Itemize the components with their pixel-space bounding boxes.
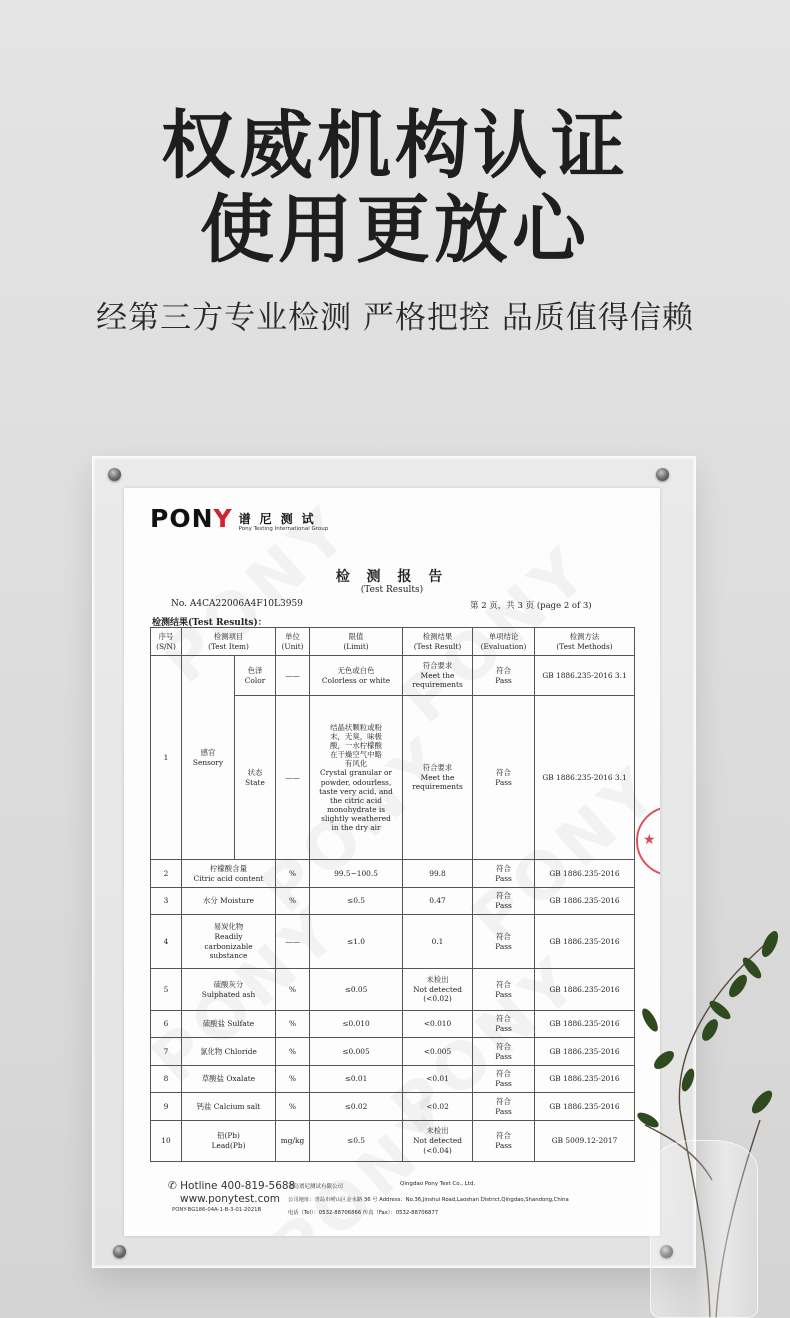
report-title: 检 测 报 告 — [335, 569, 449, 585]
item-cell: 水分 Moisture — [182, 888, 276, 915]
company-name-en: Qingdao Pony Test Co., Ltd. — [400, 1181, 476, 1187]
result-cell: 未检出 Not detected (<0.02) — [403, 969, 473, 1011]
sn-cell: 2 — [151, 860, 182, 888]
logo-wordmark — [150, 506, 233, 532]
unit-cell: —— — [276, 696, 310, 860]
company-name-cn: 青岛谱尼测试有限公司 — [288, 1184, 344, 1190]
unit-cell: % — [276, 888, 310, 915]
evaluation-cell: 符合 Pass — [473, 1093, 535, 1121]
method-cell: GB 1886.235-2016 — [535, 1011, 635, 1038]
item-cell: 草酸盐 Oxalate — [182, 1066, 276, 1093]
logo-english-name: Pony Testing International Group — [238, 526, 329, 532]
result-cell: <0.02 — [403, 1093, 473, 1121]
sn-cell: 5 — [151, 969, 182, 1011]
sn-cell: 4 — [151, 915, 182, 969]
header-unit: 单位 (Unit) — [276, 628, 310, 656]
unit-cell: % — [276, 1038, 310, 1066]
result-cell: <0.010 — [403, 1011, 473, 1038]
result-cell: 0.47 — [403, 888, 473, 915]
result-cell: 符合要求 Meet the requirements — [403, 656, 473, 696]
table-row — [151, 656, 635, 696]
limit-cell: 结晶状颗粒或粉 末，无臭，味极 酸，一水柠檬酸 在干燥空气中略 有风化 Crystal granular or powder, odourless, taste very acid, and the citric acid monohydrate is slightly weathered in the dry air — [310, 696, 403, 860]
method-cell: GB 1886.235-2016 — [535, 969, 635, 1011]
table-row — [151, 969, 635, 1011]
company-address: 公司地址：青岛市崂山区金水路 36 号 Address：No.36,Jinshui Road,Laoshan District,Qingdao,Shandong,China — [288, 1197, 569, 1203]
sn-cell: 8 — [151, 1066, 182, 1093]
result-cell: <0.005 — [403, 1038, 473, 1066]
limit-cell: ≤1.0 — [310, 915, 403, 969]
item-cell: 硫酸盐 Sulfate — [182, 1011, 276, 1038]
item-cell: 硫酸灰分 Sulphated ash — [182, 969, 276, 1011]
result-cell: 未检出 Not detected (<0.04) — [403, 1121, 473, 1162]
table-row — [151, 888, 635, 915]
result-cell: 0.1 — [403, 915, 473, 969]
screw-icon — [656, 468, 669, 481]
limit-cell: ≤0.5 — [310, 1121, 403, 1162]
limit-cell: ≤0.01 — [310, 1066, 403, 1093]
evaluation-cell: 符合 Pass — [473, 969, 535, 1011]
sn-cell: 1 — [151, 656, 182, 860]
evaluation-cell: 符合 Pass — [473, 1011, 535, 1038]
table-row — [151, 1038, 635, 1066]
table-row — [151, 915, 635, 969]
screw-icon — [113, 1245, 126, 1258]
method-cell: GB 1886.235-2016 — [535, 1066, 635, 1093]
item-cell: 钙盐 Calcium salt — [182, 1093, 276, 1121]
limit-cell: ≤0.010 — [310, 1011, 403, 1038]
glass-vase — [650, 1140, 758, 1318]
website-text: www.ponytest.com — [180, 1193, 281, 1205]
table-row — [151, 860, 635, 888]
official-seal — [636, 806, 660, 876]
limit-cell: 99.5~100.5 — [310, 860, 403, 888]
page-indicator: 第 2 页，共 3 页 (page 2 of 3) — [470, 601, 592, 611]
table-row — [151, 1121, 635, 1162]
unit-cell: —— — [276, 915, 310, 969]
header-limit: 限值 (Limit) — [310, 628, 403, 656]
limit-cell: ≤0.005 — [310, 1038, 403, 1066]
limit-cell: ≤0.5 — [310, 888, 403, 915]
evaluation-cell: 符合 Pass — [473, 860, 535, 888]
evaluation-cell: 符合 Pass — [473, 915, 535, 969]
results-table — [150, 627, 635, 1162]
result-cell: <0.01 — [403, 1066, 473, 1093]
section-label: 检测结果(Test Results)： — [152, 618, 267, 628]
method-cell: GB 1886.235-2016 — [535, 888, 635, 915]
subtitle: 经第三方专业检测 严格把控 品质值得信赖 — [96, 300, 694, 336]
result-cell: 符合要求 Meet the requirements — [403, 696, 473, 860]
table-row — [151, 1066, 635, 1093]
sn-cell: 6 — [151, 1011, 182, 1038]
item-cell: 易炭化物 Readily carbonizable substance — [182, 915, 276, 969]
report-footer — [124, 1178, 660, 1218]
unit-cell: % — [276, 1011, 310, 1038]
method-cell: GB 1886.235-2016 3.1 — [535, 656, 635, 696]
limit-cell: 无色或白色 Colorless or white — [310, 656, 403, 696]
item-cell: 柠檬酸含量 Citric acid content — [182, 860, 276, 888]
method-cell: GB 1886.235-2016 — [535, 1093, 635, 1121]
sub-item-cell: 色泽 Color — [235, 656, 276, 696]
evaluation-cell: 符合 Pass — [473, 696, 535, 860]
headline-line-1: 权威机构认证 — [161, 103, 629, 189]
logo-word-y: Y — [213, 504, 233, 533]
company-phone: 电话（Tel）：0532-88706866 传真（Fax）：0532-88706877 — [288, 1210, 439, 1216]
item-cell: 感官 Sensory — [182, 656, 235, 860]
sn-cell: 9 — [151, 1093, 182, 1121]
evaluation-cell: 符合 Pass — [473, 656, 535, 696]
evaluation-cell: 符合 Pass — [473, 1066, 535, 1093]
unit-cell: % — [276, 1093, 310, 1121]
unit-cell: mg/kg — [276, 1121, 310, 1162]
headline-line-2: 使用更放心 — [200, 187, 590, 273]
header-method: 检测方法 (Test Methods) — [535, 628, 635, 656]
sn-cell: 7 — [151, 1038, 182, 1066]
report-subtitle: (Test Results) — [360, 585, 424, 595]
item-cell: 铅(Pb) Lead(Pb) — [182, 1121, 276, 1162]
sub-item-cell: 状态 State — [235, 696, 276, 860]
logo-chinese-name: 谱尼测试 — [238, 512, 323, 526]
unit-cell: —— — [276, 656, 310, 696]
evaluation-cell: 符合 Pass — [473, 1038, 535, 1066]
unit-cell: % — [276, 969, 310, 1011]
header-sn: 序号 (S/N) — [151, 628, 182, 656]
header-item: 检测项目 (Test Item) — [182, 628, 276, 656]
form-code: PONY-BG186-04A-1-B-3-01-2021B — [172, 1207, 262, 1213]
pony-logo — [150, 506, 328, 532]
screw-icon — [108, 468, 121, 481]
header-result: 检测结果 (Test Result) — [403, 628, 473, 656]
report-number: No. A4CA22006A4F10L3959 — [171, 599, 303, 609]
table-row — [151, 1093, 635, 1121]
method-cell: GB 1886.235-2016 — [535, 1038, 635, 1066]
evaluation-cell: 符合 Pass — [473, 1121, 535, 1162]
method-cell: GB 5009.12-2017 — [535, 1121, 635, 1162]
logo-word-main: PON — [150, 504, 214, 533]
sn-cell: 10 — [151, 1121, 182, 1162]
method-cell: GB 1886.235-2016 — [535, 860, 635, 888]
result-cell: 99.8 — [403, 860, 473, 888]
star-icon: ★ — [643, 832, 656, 848]
table-row — [151, 1011, 635, 1038]
hotline-text: ✆ Hotline 400-819-5688 — [168, 1180, 296, 1192]
limit-cell: ≤0.02 — [310, 1093, 403, 1121]
sn-cell: 3 — [151, 888, 182, 915]
evaluation-cell: 符合 Pass — [473, 888, 535, 915]
table-header-row — [151, 628, 635, 656]
limit-cell: ≤0.05 — [310, 969, 403, 1011]
test-report-document — [124, 488, 660, 1236]
header-evaluation: 单项结论 (Evaluation) — [473, 628, 535, 656]
unit-cell: % — [276, 860, 310, 888]
item-cell: 氯化物 Chloride — [182, 1038, 276, 1066]
method-cell: GB 1886.235-2016 — [535, 915, 635, 969]
unit-cell: % — [276, 1066, 310, 1093]
method-cell: GB 1886.235-2016 3.1 — [535, 696, 635, 860]
